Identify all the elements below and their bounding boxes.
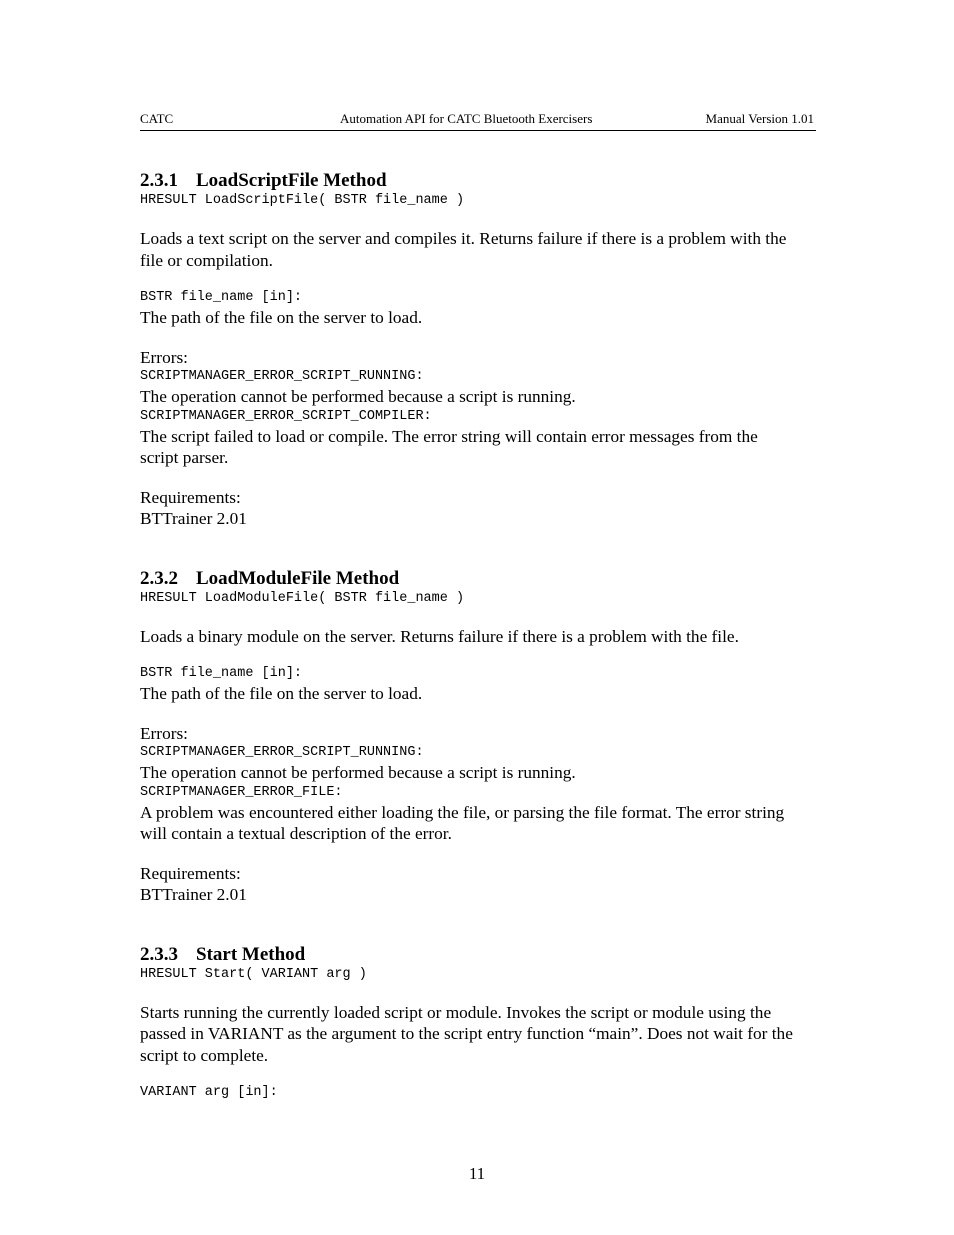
error-code: SCRIPTMANAGER_ERROR_SCRIPT_RUNNING: — [140, 745, 424, 760]
error-description: A problem was encountered either loading the file, or parsing the file format. The error string will contain a textual description of the error. — [140, 802, 785, 843]
error-description: The script failed to load or compile. The error string will contain error messages from the script parser. — [140, 426, 758, 467]
error-description: The operation cannot be performed because a script is running. — [140, 763, 576, 782]
page-header — [140, 111, 816, 131]
requirements-value: BTTrainer 2.01 — [140, 509, 247, 528]
section-loadmodulefile — [140, 568, 816, 906]
error-code: SCRIPTMANAGER_ERROR_FILE: — [140, 784, 343, 800]
section-start — [140, 944, 816, 1103]
error-description: The operation cannot be performed because a script is running. — [140, 387, 576, 406]
page-content — [140, 170, 816, 1102]
method-signature: HRESULT LoadModuleFile( BSTR file_name ) — [140, 590, 465, 606]
error-code: SCRIPTMANAGER_ERROR_SCRIPT_RUNNING: — [140, 369, 424, 384]
requirements-label: Requirements: — [140, 863, 241, 883]
param-code: VARIANT arg [in]: — [140, 1085, 278, 1100]
param-description: The path of the file on the server to load. — [140, 684, 423, 703]
errors-label: Errors: — [140, 347, 188, 367]
requirements-label: Requirements: — [140, 487, 241, 507]
header-left: CATC — [140, 111, 174, 126]
section-loadscriptfile — [140, 170, 816, 530]
section-heading: 2.3.2 LoadModuleFile Method — [140, 567, 400, 589]
requirements-value: BTTrainer 2.01 — [140, 885, 247, 904]
section-heading: 2.3.3 Start Method — [140, 943, 306, 965]
method-signature: HRESULT Start( VARIANT arg ) — [140, 966, 367, 982]
method-signature: HRESULT LoadScriptFile( BSTR file_name ) — [140, 193, 465, 208]
header-right: Manual Version 1.01 — [705, 111, 814, 126]
errors-label: Errors: — [140, 723, 188, 743]
param-code: BSTR file_name [in]: — [140, 290, 303, 305]
method-description: Starts running the currently loaded script or module. Invokes the script or module using the passed in VARIANT as the argument to the script entry function “main”. Does not wait for the script to complete. — [140, 1002, 793, 1065]
error-code: SCRIPTMANAGER_ERROR_SCRIPT_COMPILER: — [140, 408, 432, 424]
section-heading: 2.3.1 LoadScriptFile Method — [140, 170, 387, 191]
method-description: Loads a text script on the server and compiles it. Returns failure if there is a problem with the file or compilation. — [140, 229, 787, 270]
method-description: Loads a binary module on the server. Returns failure if there is a problem with the file. — [140, 626, 739, 646]
param-description: The path of the file on the server to load. — [140, 308, 423, 327]
param-code: BSTR file_name [in]: — [140, 666, 303, 681]
header-center: Automation API for CATC Bluetooth Exercisers — [340, 111, 593, 126]
page-number: 11 — [468, 1164, 486, 1183]
